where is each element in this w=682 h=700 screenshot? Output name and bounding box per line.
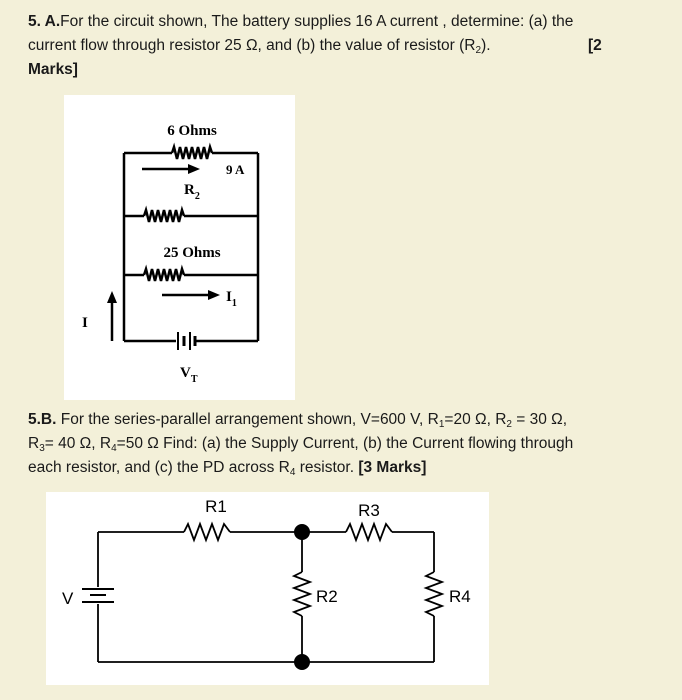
- label-v: V: [62, 589, 74, 608]
- q5b-l1b: =20 Ω, R: [444, 411, 507, 428]
- arrow-i-head: [107, 291, 117, 303]
- q5a-line2-text: current flow through resistor 25 Ω, and (b) the value of resistor (R: [28, 37, 476, 54]
- label-i1: $I_1$: [226, 289, 237, 309]
- q5a-marks-end: Marks]: [28, 61, 78, 78]
- label-i: I: [82, 315, 88, 331]
- q5b-l3-sub4: 4: [289, 467, 296, 478]
- q5b-l2b: = 40 Ω, R: [44, 435, 112, 452]
- junction-bottom-node: [294, 654, 310, 670]
- q5b-l2a: R: [28, 435, 40, 452]
- circuit-2-svg: [46, 492, 489, 685]
- circuit-1-svg: [64, 95, 295, 400]
- label-9a: 9 A: [226, 162, 245, 177]
- q5a-line1-text: For the circuit shown, The battery supplies 16 A current , determine: (a) the: [60, 13, 574, 30]
- q5a-line2-sub: 2: [475, 45, 482, 56]
- arrow-i1-head: [208, 290, 220, 300]
- label-25-ohms: 25 Ohms: [163, 245, 221, 261]
- junction-top-node: [294, 524, 310, 540]
- q5a-line-3: [28, 58, 658, 82]
- q5a-number: 5. A.: [28, 13, 61, 30]
- q5a-line-1: [28, 10, 658, 34]
- label-r2: $R_2$: [184, 182, 200, 202]
- q5b-l1-sub2: 2: [506, 419, 512, 430]
- q5a-line-2: [28, 34, 658, 58]
- label-6-ohms: 6 Ohms: [167, 123, 217, 139]
- question-5b-text: [28, 408, 658, 480]
- label-r3: R3: [358, 501, 380, 520]
- question-5a-text: [28, 10, 658, 82]
- q5b-l1a: For the series-parallel arrangement shown, V=600 V, R: [56, 411, 439, 428]
- circuit-figure-2: [46, 492, 489, 685]
- q5b-l1-sub1: 1: [438, 419, 445, 430]
- q5b-line-2: [28, 432, 658, 456]
- label-vt: $V_T$: [180, 365, 198, 385]
- q5b-line-1: [28, 408, 658, 432]
- q5a-marks: [2: [588, 37, 602, 54]
- label-r1: R1: [205, 497, 227, 516]
- q5b-l2-sub4: 4: [111, 443, 117, 454]
- q5b-l2-sub3: 3: [39, 443, 45, 454]
- label-r4: R4: [449, 587, 471, 606]
- circuit-figure-1: [64, 95, 295, 400]
- q5b-line-3: [28, 456, 658, 480]
- arrow-9a-head: [188, 164, 200, 174]
- q5b-l1c: = 30 Ω,: [511, 411, 568, 428]
- q5b-number: 5.B.: [28, 411, 57, 428]
- q5b-l3a: each resistor, and (c) the PD across R: [28, 459, 290, 476]
- q5b-l3b: resistor.: [295, 459, 355, 476]
- q5b-l2c: =50 Ω Find: (a) the Supply Current, (b) the Current flowing through: [116, 435, 574, 452]
- q5b-marks: [3 Marks]: [358, 459, 427, 476]
- q5a-line2-post: ).: [481, 37, 491, 54]
- label-r2: R2: [316, 587, 338, 606]
